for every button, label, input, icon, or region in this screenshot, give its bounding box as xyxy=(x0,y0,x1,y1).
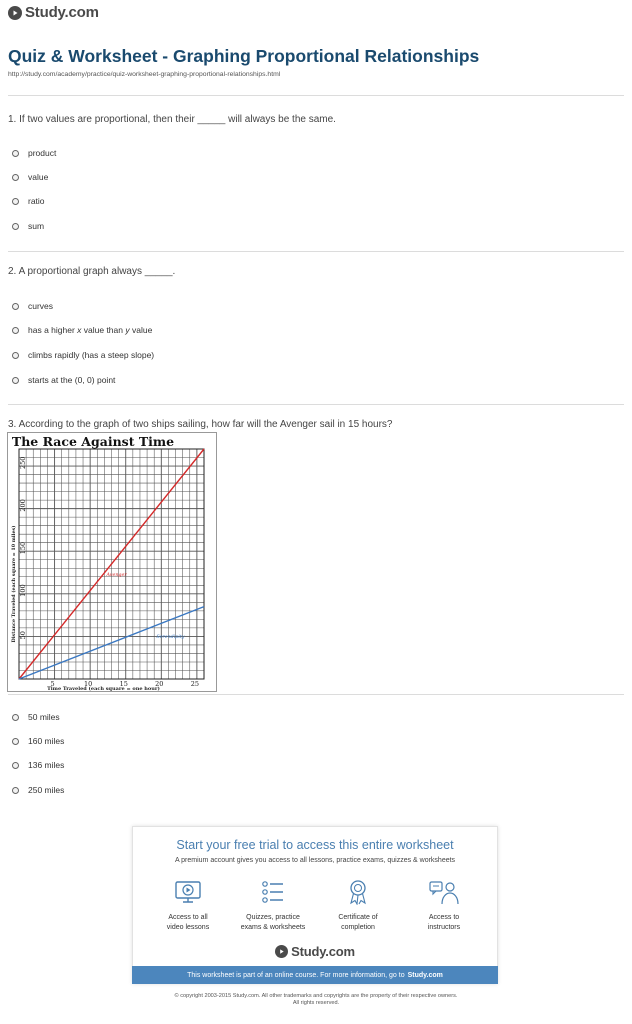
chart-title: The Race Against Time xyxy=(11,434,175,449)
question-1: 1. If two values are proportional, then their _____ will always be the same. xyxy=(8,114,336,125)
x-tick-label: 5 xyxy=(50,680,55,688)
radio-button[interactable] xyxy=(12,198,19,205)
option-q3-d[interactable] xyxy=(12,785,64,795)
option-q3-c[interactable] xyxy=(12,760,64,770)
certificate-icon xyxy=(343,879,373,905)
radio-button[interactable] xyxy=(12,762,19,769)
chart-svg xyxy=(8,433,216,691)
series-label-avenger: Avenger xyxy=(106,572,127,578)
option-label: 250 miles xyxy=(28,785,65,795)
option-label: value xyxy=(28,172,49,182)
option-q1-a[interactable] xyxy=(12,148,56,158)
option-q1-b[interactable] xyxy=(12,172,48,182)
feature-certificate xyxy=(313,879,403,933)
option-q3-a[interactable] xyxy=(12,712,60,722)
site-header xyxy=(8,4,99,21)
option-label: 50 miles xyxy=(28,712,60,722)
page-title: Quiz & Worksheet - Graphing Proportional Relationships xyxy=(8,46,480,66)
feature-label: Access to all video lessons xyxy=(166,914,210,931)
y-tick-label: 100 xyxy=(19,584,27,597)
option-q2-b[interactable] xyxy=(12,325,152,335)
video-icon xyxy=(173,879,203,905)
feature-video-lessons xyxy=(143,879,233,933)
cta-bar-text: This worksheet is part of an online course. For more information, go to xyxy=(187,971,405,979)
radio-button[interactable] xyxy=(12,377,19,384)
radio-button[interactable] xyxy=(12,787,19,794)
x-axis-label: Time Traveled (each square = one hour) xyxy=(47,686,160,691)
y-tick-label: 50 xyxy=(19,631,27,640)
option-label: ratio xyxy=(28,196,45,206)
cta-subtitle: A premium account gives you access to all lessons, practice exams, quizzes & worksheets xyxy=(174,857,456,864)
rights-text: All rights reserved. xyxy=(292,1000,340,1006)
x-tick-label: 20 xyxy=(155,680,164,688)
list-icon xyxy=(258,879,288,905)
footer xyxy=(0,993,632,1007)
y-axis-label: Distance Traveled (each square = 10 miles) xyxy=(11,525,17,643)
option-label: sum xyxy=(28,221,45,231)
divider xyxy=(8,95,624,96)
copyright-text: © copyright 2003-2015 Study.com. All other trademarks and copyrights are the property of their respective owners. xyxy=(174,993,458,999)
radio-button[interactable] xyxy=(12,714,19,721)
option-label: 160 miles xyxy=(28,736,65,746)
radio-button[interactable] xyxy=(12,738,19,745)
option-q2-d[interactable] xyxy=(12,375,115,385)
divider xyxy=(8,694,624,695)
feature-instructors xyxy=(399,879,489,933)
brand-name[interactable]: Study.com xyxy=(25,4,99,21)
instructor-icon xyxy=(428,879,460,905)
free-trial-panel xyxy=(132,826,498,984)
cta-info-bar xyxy=(132,966,498,984)
option-label: starts at the (0, 0) point xyxy=(28,375,116,385)
radio-button[interactable] xyxy=(12,352,19,359)
feature-label: Certificate of completion xyxy=(338,914,378,931)
divider xyxy=(8,404,624,405)
question-3: 3. According to the graph of two ships sailing, how far will the Avenger sail in 15 hours? xyxy=(8,419,393,430)
option-label: curves xyxy=(28,301,54,311)
radio-button[interactable] xyxy=(12,303,19,310)
radio-button[interactable] xyxy=(12,150,19,157)
study-logo-icon xyxy=(275,945,288,958)
radio-button[interactable] xyxy=(12,223,19,230)
race-chart xyxy=(7,432,217,692)
option-label: has a higher x value than y value xyxy=(28,325,153,335)
cta-logo[interactable] xyxy=(133,944,497,959)
option-q2-a[interactable] xyxy=(12,301,53,311)
option-label: 136 miles xyxy=(28,760,65,770)
option-q2-c[interactable] xyxy=(12,350,154,360)
feature-quizzes xyxy=(228,879,318,933)
series-label-serendipity: Serendipity xyxy=(156,635,185,641)
study-logo-icon xyxy=(8,6,22,20)
cta-title[interactable]: Start your free trial to access this entire worksheet xyxy=(176,838,454,852)
radio-button[interactable] xyxy=(12,174,19,181)
feature-label: Access to instructors xyxy=(427,914,461,931)
x-tick-label: 10 xyxy=(84,680,93,688)
radio-button[interactable] xyxy=(12,327,19,334)
option-q1-c[interactable] xyxy=(12,196,45,206)
option-q1-d[interactable] xyxy=(12,221,44,231)
brand-name: Study.com xyxy=(291,944,355,959)
divider xyxy=(8,251,624,252)
x-tick-label: 15 xyxy=(119,680,128,688)
option-label: product xyxy=(28,148,57,158)
feature-label: Quizzes, practice exams & worksheets xyxy=(240,914,306,931)
study-link[interactable]: Study.com xyxy=(407,971,443,979)
page-url: http://study.com/academy/practice/quiz-worksheet-graphing-proportional-relationships.html xyxy=(8,71,281,78)
question-2: 2. A proportional graph always _____. xyxy=(8,266,176,277)
y-tick-label: 150 xyxy=(19,541,27,555)
y-tick-label: 250 xyxy=(19,456,27,470)
x-tick-label: 25 xyxy=(190,680,200,688)
y-tick-label: 200 xyxy=(19,499,27,512)
option-label: climbs rapidly (has a steep slope) xyxy=(28,350,155,360)
option-q3-b[interactable] xyxy=(12,736,64,746)
